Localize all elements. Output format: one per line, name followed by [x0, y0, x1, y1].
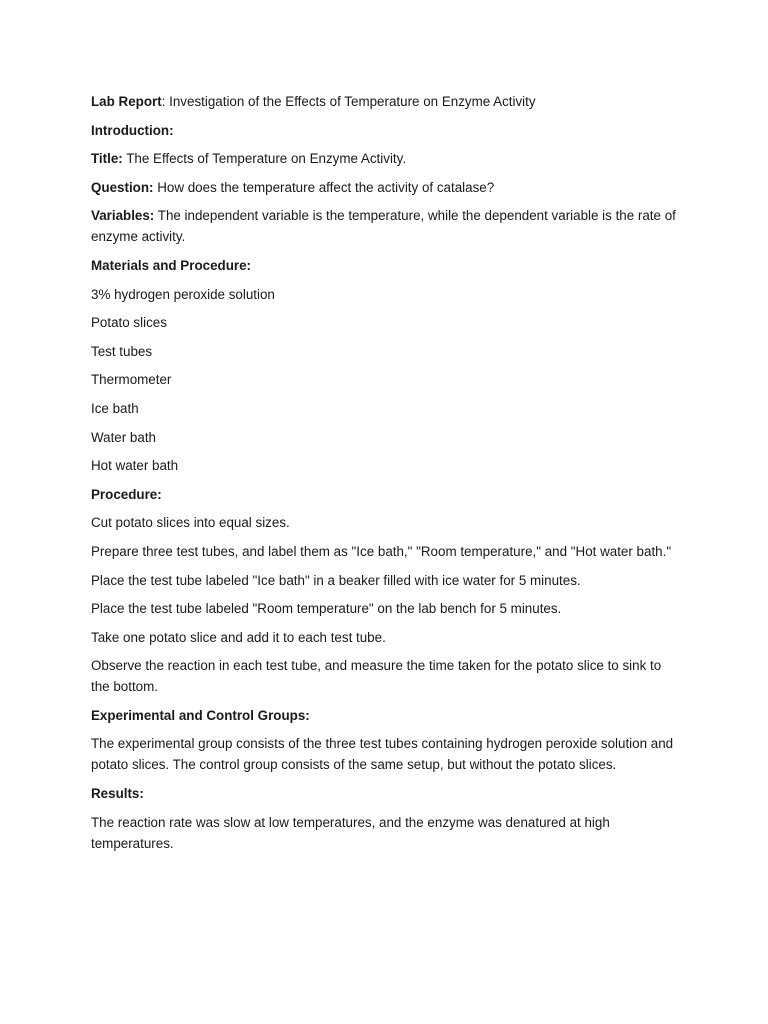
material-item: Test tubes [91, 343, 153, 359]
question-text: How does the temperature affect the activity of catalase? [153, 179, 495, 195]
groups-heading: Experimental and Control Groups: [91, 707, 310, 723]
procedure-step: Cut potato slices into equal sizes. [91, 515, 290, 531]
material-item: 3% hydrogen peroxide solution [91, 286, 275, 302]
variables-label: Variables: [91, 208, 155, 224]
procedure-heading: Procedure: [91, 486, 162, 502]
material-item: Ice bath [91, 400, 139, 416]
lab-report-text: : Investigation of the Effects of Temperature on Enzyme Activity [161, 94, 536, 109]
lab-report-label: Lab Report [91, 94, 162, 109]
introduction-heading: Introduction: [91, 122, 174, 138]
procedure-step: Place the test tube labeled "Ice bath" in a beaker filled with ice water for 5 minutes. [91, 572, 581, 588]
results-text: The reaction rate was slow at low temperatures, and the enzyme was denatured at high temperatures. [91, 814, 610, 851]
procedure-step: Prepare three test tubes, and label them as "Ice bath," "Room temperature," and "Hot water bath." [91, 543, 672, 559]
material-item: Hot water bath [91, 458, 179, 474]
title-label: Title: [91, 151, 123, 167]
results-heading: Results: [91, 786, 144, 802]
material-item: Thermometer [91, 372, 172, 388]
procedure-step: Take one potato slice and add it to each test tube. [91, 629, 386, 645]
title-text: The Effects of Temperature on Enzyme Activity. [122, 151, 407, 167]
procedure-step: Observe the reaction in each test tube, and measure the time taken for the potato slice to sink to the bottom. [91, 658, 662, 695]
material-item: Water bath [91, 429, 156, 445]
groups-text: The experimental group consists of the three test tubes containing hydrogen peroxide solution and potato slices. The control group consists of the same setup, but without the potato slices. [91, 736, 674, 773]
material-item: Potato slices [91, 315, 167, 331]
materials-heading: Materials and Procedure: [91, 257, 251, 273]
lab-report-line [91, 91, 678, 112]
variables-text: The independent variable is the temperature, while the dependent variable is the rate of enzyme activity. [91, 208, 676, 245]
question-label: Question: [91, 179, 154, 195]
variables-line [91, 205, 678, 247]
title-line [91, 148, 678, 169]
procedure-step: Place the test tube labeled "Room temperature" on the lab bench for 5 minutes. [91, 601, 562, 617]
question-line [91, 177, 678, 198]
